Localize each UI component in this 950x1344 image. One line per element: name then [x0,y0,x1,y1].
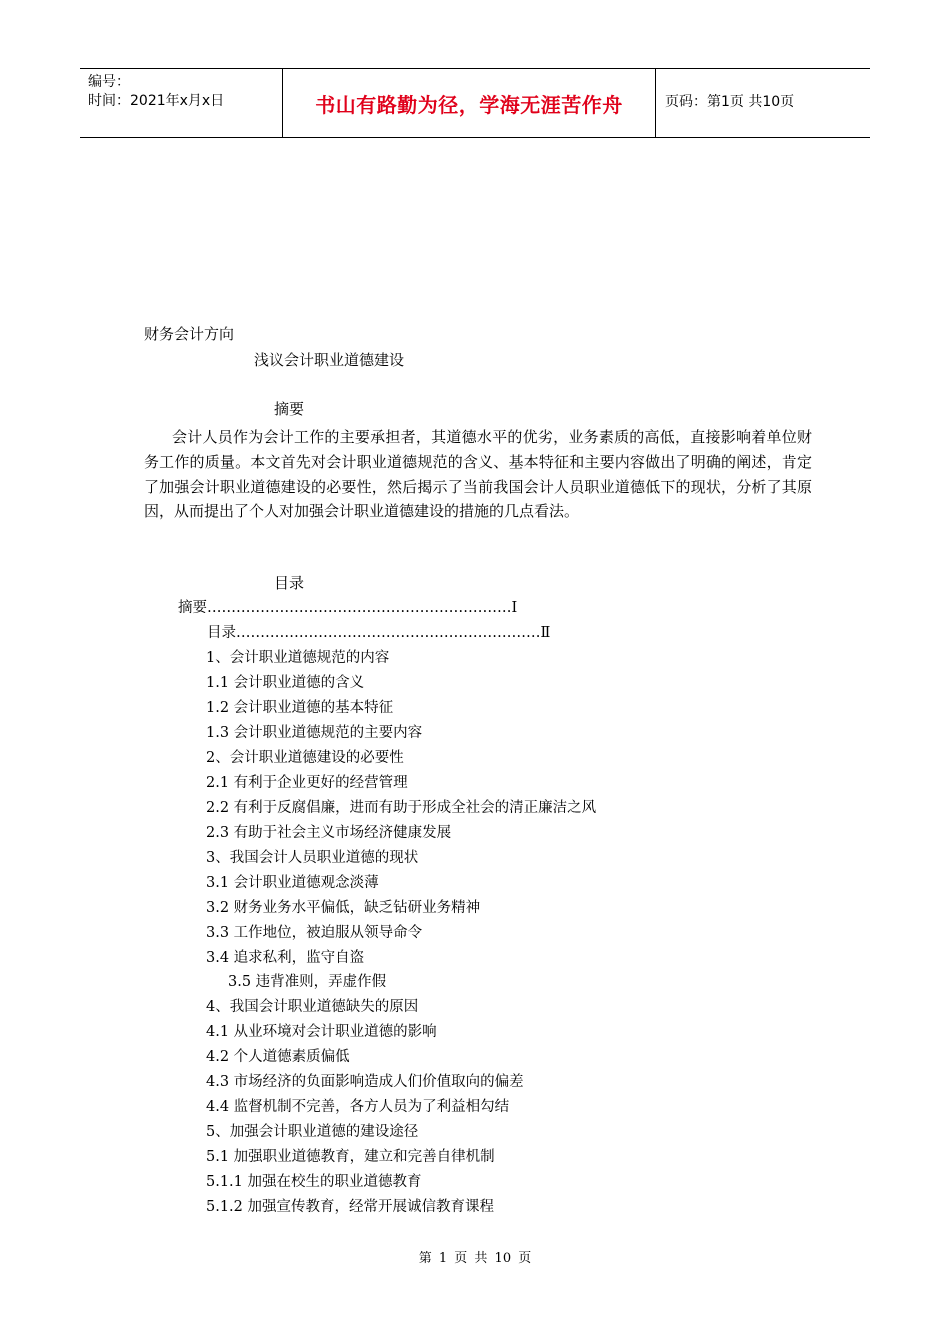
toc-item[interactable]: 3.3 工作地位，被迫服从领导命令 [206,925,423,941]
toc-heading: 目录 [274,574,305,592]
toc-item[interactable]: 3、我国会计人员职业道德的现状 [206,850,419,866]
doc-category: 财务会计方向 [144,325,235,343]
abstract-text: 会计人员作为会计工作的主要承担者，其道德水平的优劣，业务素质的高低，直接影响着单位财务工作的质量。本文首先对会计职业道德规范的含义、基本特征和主要内容做出了明确的阐述，肯定了加强会计职业道德建设的必要性，然后揭示了当前我国会计人员职业道德低下的现状，分析了其原因，从而提出了个人对加强会计职业道德建设的措施的几点看法。 [144,428,812,521]
toc-item[interactable]: 4.2 个人道德素质偏低 [206,1049,350,1065]
page-footer: 第 1 页 共 10 页 [418,1251,532,1266]
number-label: 编号： [88,74,130,90]
time-label: 时间：2021年x月x日 [88,93,225,109]
toc-item[interactable]: 5.1.1 加强在校生的职业道德教育 [206,1174,422,1190]
abstract-heading: 摘要 [274,400,305,418]
toc-item[interactable]: 1.2 会计职业道德的基本特征 [206,700,394,716]
toc-item[interactable]: 2.2 有利于反腐倡廉，进而有助于形成全社会的清正廉洁之风 [206,800,597,816]
toc-item[interactable]: 4.4 监督机制不完善，各方人员为了利益相勾结 [206,1099,510,1115]
page-header [80,68,870,138]
toc-item[interactable]: 3.1 会计职业道德观念淡薄 [206,875,379,891]
toc-item-abstract[interactable]: 摘要………………………………………………………Ⅰ [178,600,518,616]
toc-item[interactable]: 3.5 违背准则，弄虚作假 [228,974,387,990]
toc-item[interactable]: 4.3 市场经济的负面影响造成人们价值取向的偏差 [206,1074,524,1090]
header-motto: 书山有路勤为径，学海无涯苦作舟 [282,69,656,137]
header-page-info: 页码：第1页 共10页 [665,94,795,110]
toc-item-contents[interactable]: 目录………………………………………………………Ⅱ [207,625,551,641]
toc-item[interactable]: 5、加强会计职业道德的建设途径 [206,1124,419,1140]
toc-item[interactable]: 5.1.2 加强宣传教育，经常开展诚信教育课程 [206,1199,495,1215]
toc-item[interactable]: 1、会计职业道德规范的内容 [206,650,390,666]
toc-item[interactable]: 2、会计职业道德建设的必要性 [206,750,404,766]
toc-item[interactable]: 4、我国会计职业道德缺失的原因 [206,999,419,1015]
toc-item[interactable]: 2.1 有利于企业更好的经营管理 [206,775,408,791]
doc-title: 浅议会计职业道德建设 [254,351,405,369]
toc-item[interactable]: 5.1 加强职业道德教育，建立和完善自律机制 [206,1149,495,1165]
toc-item[interactable]: 1.3 会计职业道德规范的主要内容 [206,725,423,741]
header-meta [88,73,224,111]
toc-item[interactable]: 4.1 从业环境对会计职业道德的影响 [206,1024,437,1040]
toc-item[interactable]: 3.2 财务业务水平偏低，缺乏钻研业务精神 [206,900,481,916]
toc-item[interactable]: 3.4 追求私利，监守自盗 [206,950,365,966]
toc-item[interactable]: 2.3 有助于社会主义市场经济健康发展 [206,825,452,841]
toc-item[interactable]: 1.1 会计职业道德的含义 [206,675,365,691]
